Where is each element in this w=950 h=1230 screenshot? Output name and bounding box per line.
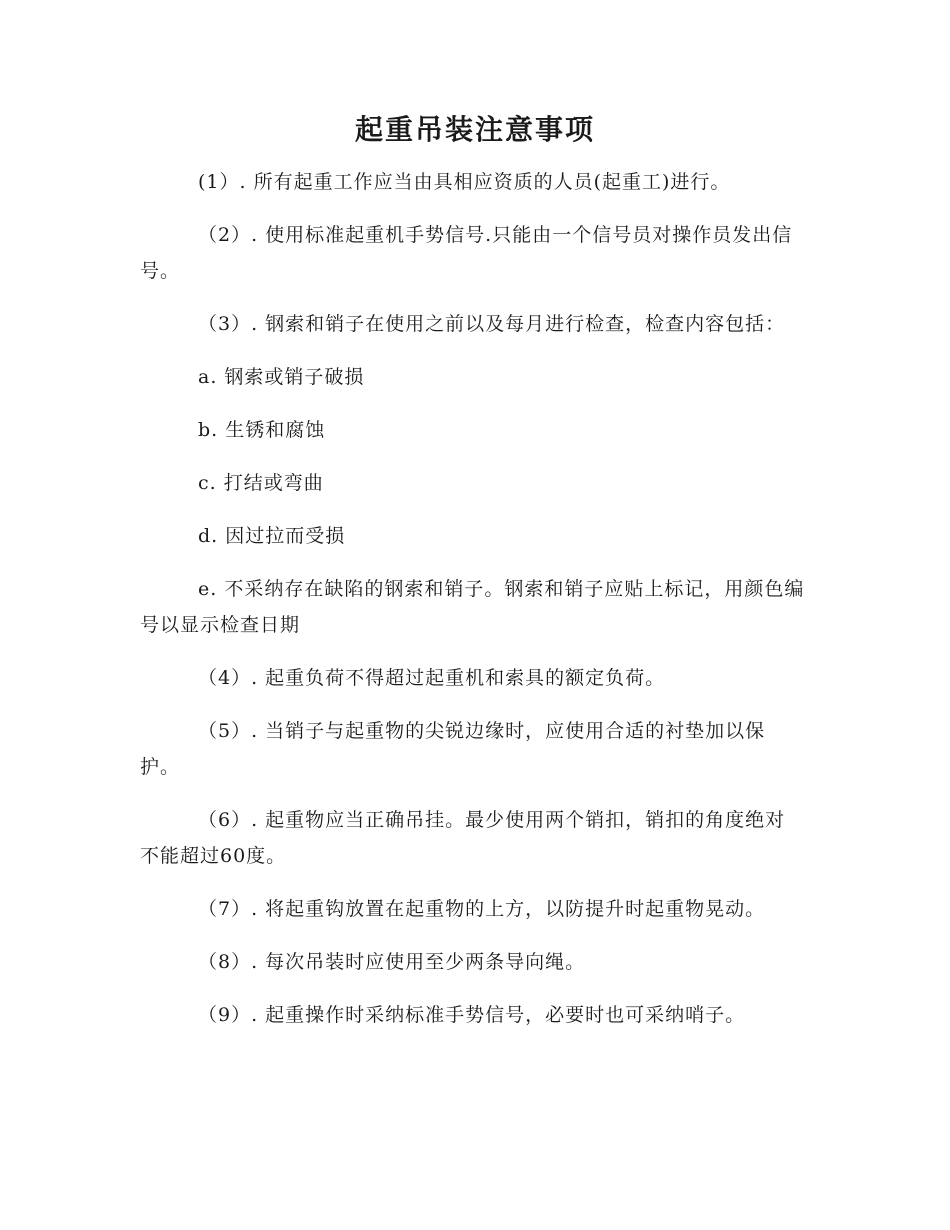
list-item-d: d. 因过拉而受损: [198, 525, 346, 547]
paragraph-8: （8）. 每次吊装时应使用至少两条导向绳。: [198, 951, 586, 973]
paragraph-3: （3）. 钢索和销子在使用之前以及每月进行检查，检查内容包括：: [198, 313, 786, 335]
paragraph-4: （4）. 起重负荷不得超过起重机和索具的额定负荷。: [198, 667, 666, 689]
list-item-a: a. 钢索或销子破损: [198, 366, 365, 388]
list-item-b: b. 生锈和腐蚀: [198, 419, 326, 441]
list-item-c: c. 打结或弯曲: [198, 472, 324, 494]
paragraph-5: （5）. 当销子与起重物的尖锐边缘时，应使用合适的衬垫加以保护。: [140, 720, 766, 778]
document-body: [140, 164, 805, 1033]
document-title: 起重吊装注意事项: [354, 113, 595, 146]
paragraph-9: （9）. 起重操作时采纳标准手势信号，必要时也可采纳哨子。: [198, 1004, 746, 1026]
paragraph-7: （7）. 将起重钩放置在起重物的上方，以防提升时起重物晃动。: [198, 898, 766, 920]
list-item-e: e. 不采纳存在缺陷的钢索和销子。钢索和销子应贴上标记，用颜色编号以显示检查日期: [140, 578, 805, 636]
paragraph-6: （6）. 起重物应当正确吊挂。最少使用两个销扣，销扣的角度绝对不能超过60度。: [140, 809, 786, 867]
paragraph-2: （2）. 使用标准起重机手势信号.只能由一个信号员对操作员发出信号。: [140, 224, 793, 282]
paragraph-1: (1）. 所有起重工作应当由具相应资质的人员(起重工)进行。: [198, 171, 731, 193]
